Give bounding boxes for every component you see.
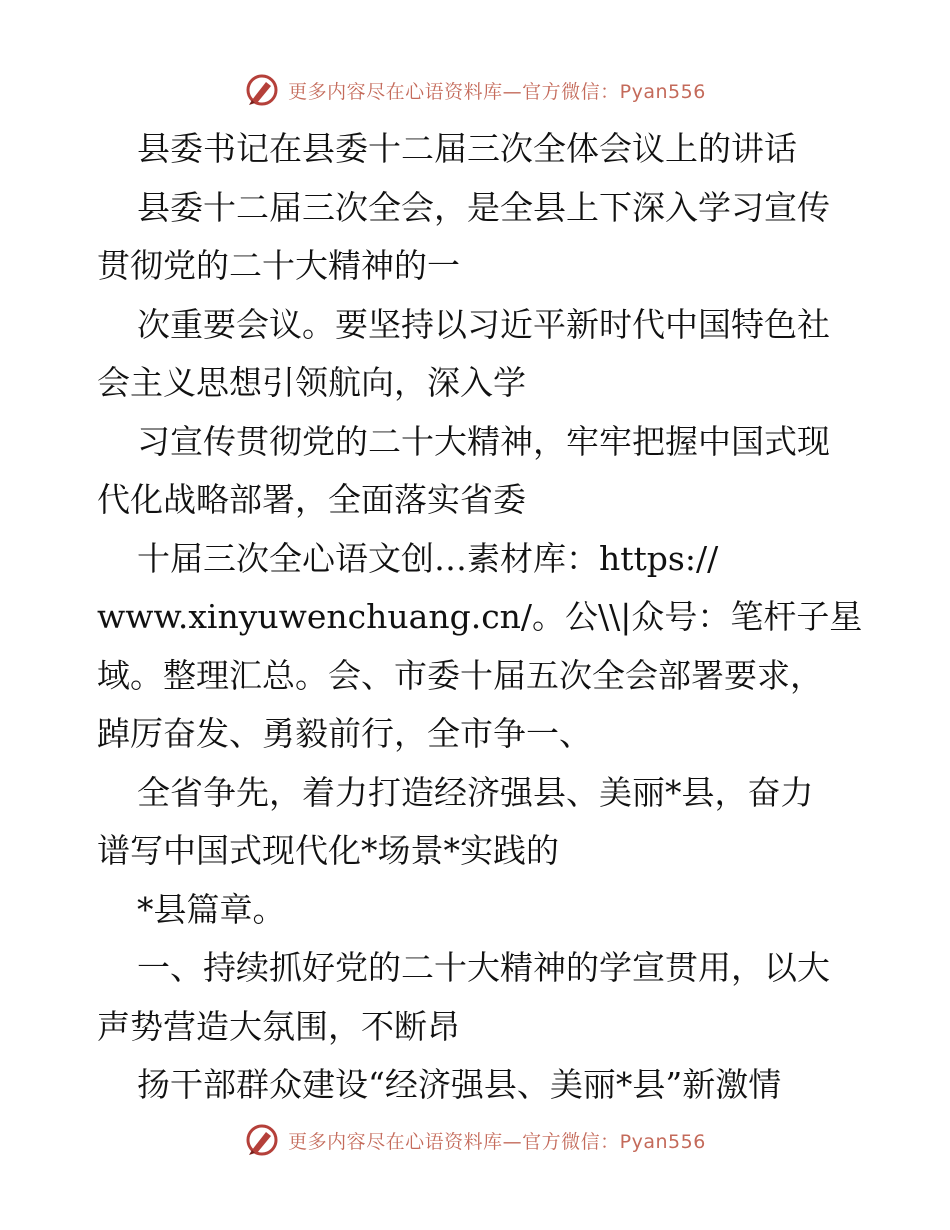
doc-line: 踔厉奋发、勇毅前行，全市争一、 bbox=[97, 714, 592, 753]
doc-line: 声势营造大氛围，不断昂 bbox=[97, 1006, 460, 1046]
watermark-text: 更多内容尽在心语资料库—官方微信：Pyan556 bbox=[288, 1130, 706, 1153]
doc-line: www.xinyuwenchuang.cn/。公\\|众号：笔杆子星 bbox=[97, 597, 863, 636]
doc-line: 十届三次全心语文创…素材库：https:// bbox=[137, 538, 719, 578]
doc-line: 会主义思想引领航向，深入学 bbox=[97, 363, 526, 402]
doc-line: 谱写中国式现代化*场景*实践的 bbox=[97, 831, 559, 870]
footer-watermark bbox=[0, 1120, 950, 1160]
doc-line: 贯彻党的二十大精神的一 bbox=[97, 246, 460, 285]
doc-line: 县委书记在县委十二届三次全体会议上的讲话 bbox=[137, 129, 797, 168]
doc-line: 代化战略部署，全面落实省委 bbox=[97, 480, 526, 519]
doc-line: 次重要会议。要坚持以习近平新时代中国特色社 bbox=[137, 304, 830, 344]
doc-line: 习宣传贯彻党的二十大精神，牢牢把握中国式现 bbox=[137, 421, 830, 461]
document-body bbox=[97, 120, 863, 1115]
doc-line: 域。整理汇总。会、市委十届五次全会部署要求， bbox=[97, 655, 823, 695]
doc-line: 扬干部群众建设“经济强县、美丽*县”新激情 bbox=[137, 1065, 782, 1104]
header-watermark bbox=[0, 70, 950, 110]
doc-line: *县篇章。 bbox=[137, 889, 286, 929]
watermark-text: 更多内容尽在心语资料库—官方微信：Pyan556 bbox=[288, 80, 706, 103]
doc-line: 县委十二届三次全会，是全县上下深入学习宣传 bbox=[137, 187, 830, 227]
pen-logo-icon bbox=[244, 72, 280, 108]
doc-line: 全省争先，着力打造经济强县、美丽*县，奋力 bbox=[137, 772, 814, 812]
doc-line: 一、持续抓好党的二十大精神的学宣贯用，以大 bbox=[137, 948, 830, 987]
pen-logo-icon bbox=[244, 1122, 280, 1158]
